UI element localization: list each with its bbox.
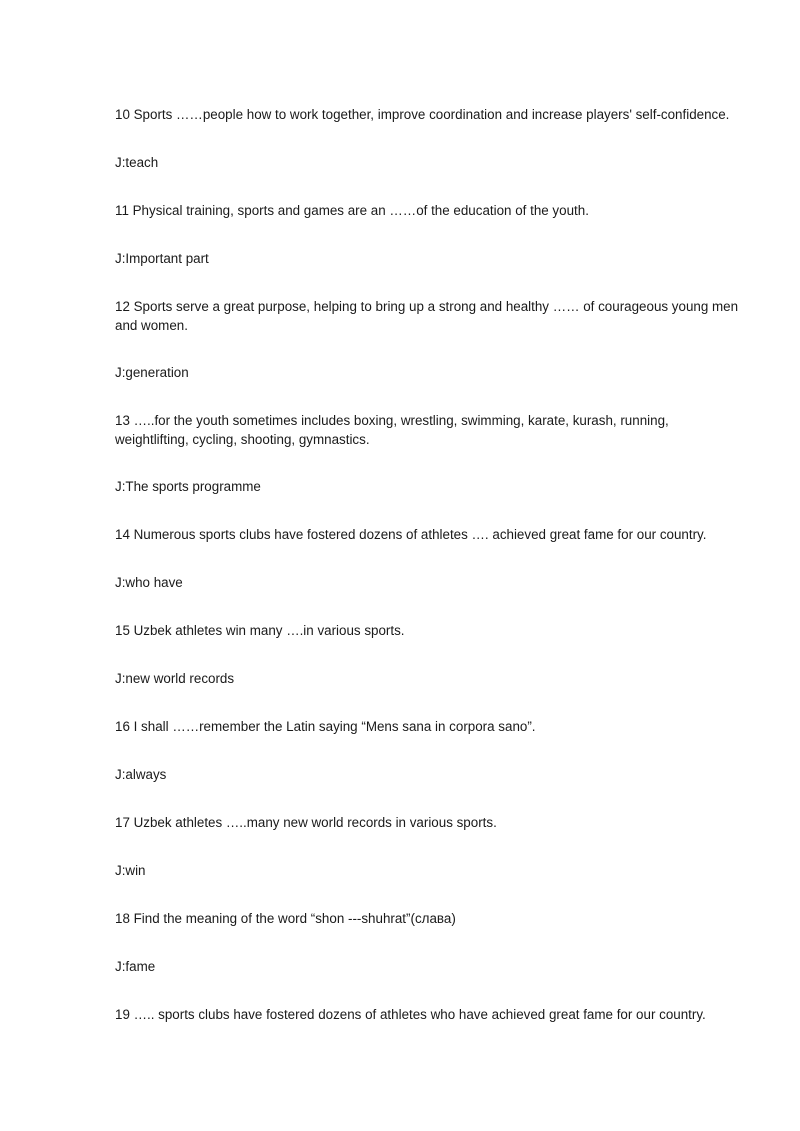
question-13: 13 …..for the youth sometimes includes boxing, wrestling, swimming, karate, kurash, running, weightlifting, cycling, shooting, gymnastics.	[115, 413, 669, 447]
answer-12: J:generation	[115, 365, 189, 380]
question-14: 14 Numerous sports clubs have fostered dozens of athletes …. achieved great fame for our country.	[115, 527, 707, 542]
question-10: 10 Sports ……people how to work together, improve coordination and increase players' self-confidence.	[115, 107, 730, 122]
question-19: 19 ….. sports clubs have fostered dozens of athletes who have achieved great fame for our country.	[115, 1007, 706, 1022]
answer-16: J:always	[115, 767, 167, 782]
answer-17: J:win	[115, 863, 146, 878]
question-12: 12 Sports serve a great purpose, helping to bring up a strong and healthy …… of courageous young men and women.	[115, 299, 739, 333]
question-11: 11 Physical training, sports and games are an ……of the education of the youth.	[115, 203, 589, 218]
question-15: 15 Uzbek athletes win many ….in various sports.	[115, 623, 405, 638]
answer-15: J:new world records	[115, 671, 235, 686]
answer-14: J:who have	[115, 575, 183, 590]
answer-18: J:fame	[115, 959, 156, 974]
answer-13: J:The sports programme	[115, 479, 261, 494]
question-16: 16 I shall ……remember the Latin saying “Mens sana in corpora sano”.	[115, 719, 536, 734]
question-17: 17 Uzbek athletes …..many new world records in various sports.	[115, 815, 497, 830]
answer-11: J:Important part	[115, 251, 209, 266]
question-18: 18 Find the meaning of the word “shon ---shuhrat”(слава)	[115, 911, 456, 926]
answer-10: J:teach	[115, 155, 159, 170]
